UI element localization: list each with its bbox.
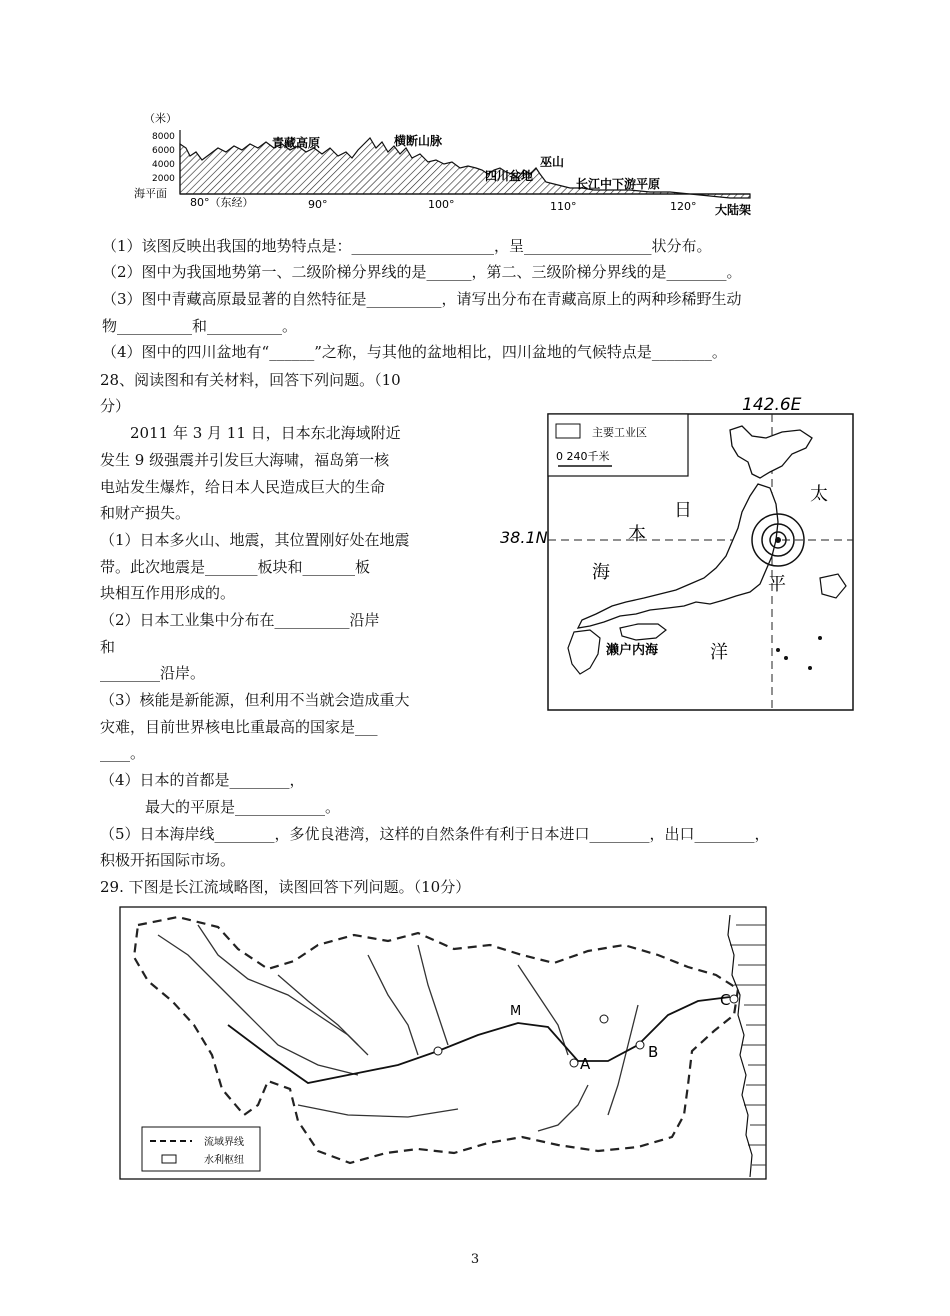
q28-q1-c: 块相互作用形成的。 [100,584,236,602]
q28-q2-c: ________沿岸。 [100,664,206,682]
q28-title-a: 28、阅读图和有关材料，回答下列问题。（10 [100,371,401,389]
q28-para-3: 电站发生爆炸，给日本人民造成巨大的生命 [100,478,386,496]
y-tick-2000: 2000 [152,174,175,184]
q28-q5-b: 积极开拓国际市场。 [100,851,236,869]
q28-q3-b: 灾难，目前世界核电比重最高的国家是___ [100,718,378,736]
island-dot [818,636,822,640]
pacific-ping: 平 [768,574,786,595]
x-tick-120: 120° [670,200,697,213]
island-dot [776,648,780,652]
x-tick-80: 80°（东经） [190,196,254,209]
japan-sea-ri: 日 [674,500,692,521]
point-a-node [570,1059,578,1067]
longitude-label: 142.6E [742,395,802,415]
terrain-profile-diagram [130,108,770,220]
point-a-label: A [580,1055,591,1073]
q28-q2-b: 和 [100,638,116,656]
wushan-label: 巫山 [540,155,565,169]
changjiang-plain-label: 长江中下游平原 [576,177,661,191]
epicenter-point [775,537,781,543]
point-m-label: M [510,1004,522,1019]
x-tick-90: 90° [308,198,328,211]
dam-node [600,1015,608,1023]
page-number: 3 [470,1252,480,1267]
q27-line-3: （3）图中青藏高原最显著的自然特征是__________，请写出分布在青藏高原上的两种珍稀野生动 [102,290,742,308]
japan-sea-ben: 本 [628,524,646,545]
point-c-node [730,995,738,1003]
q27-line-2: （2）图中为我国地势第一、二级阶梯分界线的是______，第二、三级阶梯分界线的是________。 [102,263,742,281]
q27-line-4: 物__________和__________。 [102,317,298,335]
x-tick-110: 110° [550,200,577,213]
pacific-yang: 洋 [710,642,728,663]
q28-q4-b: 最大的平原是____________。 [145,798,341,816]
q28-q3-c: ____。 [100,744,146,762]
point-b-label: B [648,1043,659,1061]
y-tick-4000: 4000 [152,160,175,170]
q29-title: 29. 下图是长江流域略图，读图回答下列问题。（10分） [100,878,471,896]
q28-title-b: 分） [100,397,131,415]
q28-para-2: 发生 9 级强震并引发巨大海啸，福岛第一核 [100,451,390,469]
legend-boundary-label: 流域界线 [204,1137,244,1148]
q28-q1-b: 带。此次地震是_______板块和_______板 [100,558,371,576]
sea-level-label: 海平面 [134,187,167,200]
japan-sea-hai: 海 [592,562,610,583]
point-b-node [636,1041,644,1049]
q28-q5-a: （5）日本海岸线________，多优良港湾，这样的自然条件有利于日本进口________，出口________， [100,825,770,843]
y-tick-6000: 6000 [152,146,175,156]
q28-q4-a: （4）日本的首都是________， [100,771,305,789]
japan-map [500,388,860,713]
y-tick-8000: 8000 [152,132,175,142]
q28-para-1: 2011 年 3 月 11 日，日本东北海域附近 [130,424,401,442]
continental-shelf-label: 大陆架 [715,203,752,217]
legend-industry-label: 主要工业区 [592,426,647,439]
q28-para-4: 和财产损失。 [100,504,191,522]
profile-unit: （米） [144,112,177,125]
q27-line-5: （4）图中的四川盆地有“______”之称，与其他的盆地相比，四川盆地的气候特点是________。 [102,343,727,361]
terrain-shape [180,138,750,198]
pacific-tai: 太 [810,484,828,505]
q27-line-1: （1）该图反映出我国的地势特点是：___________________，呈_________________状分布。 [102,237,712,255]
island-dot [784,656,788,660]
seto-inland-sea-label: 濑户内海 [606,643,659,658]
qinghai-plateau-label: 青藏高原 [272,136,321,150]
yangtze-basin-map [118,905,768,1181]
q28-q2-a: （2）日本工业集中分布在__________沿岸 [100,611,380,629]
hengduan-mountains-label: 横断山脉 [394,134,443,148]
q28-q1-a: （1）日本多火山、地震，其位置刚好处在地震 [100,531,410,549]
legend-scale: 0 240千米 [556,450,610,463]
legend-dam-swatch [162,1155,176,1163]
legend-industry-swatch [556,424,580,438]
dam-node [434,1047,442,1055]
island-dot [808,666,812,670]
legend-dam-label: 水利枢纽 [204,1155,244,1166]
latitude-label: 38.1N [500,528,548,547]
sichuan-basin-label: 四川盆地 [485,169,534,183]
q28-q3-a: （3）核能是新能源，但利用不当就会造成重大 [100,691,410,709]
x-tick-100: 100° [428,198,455,211]
point-c-label: C [720,991,731,1009]
